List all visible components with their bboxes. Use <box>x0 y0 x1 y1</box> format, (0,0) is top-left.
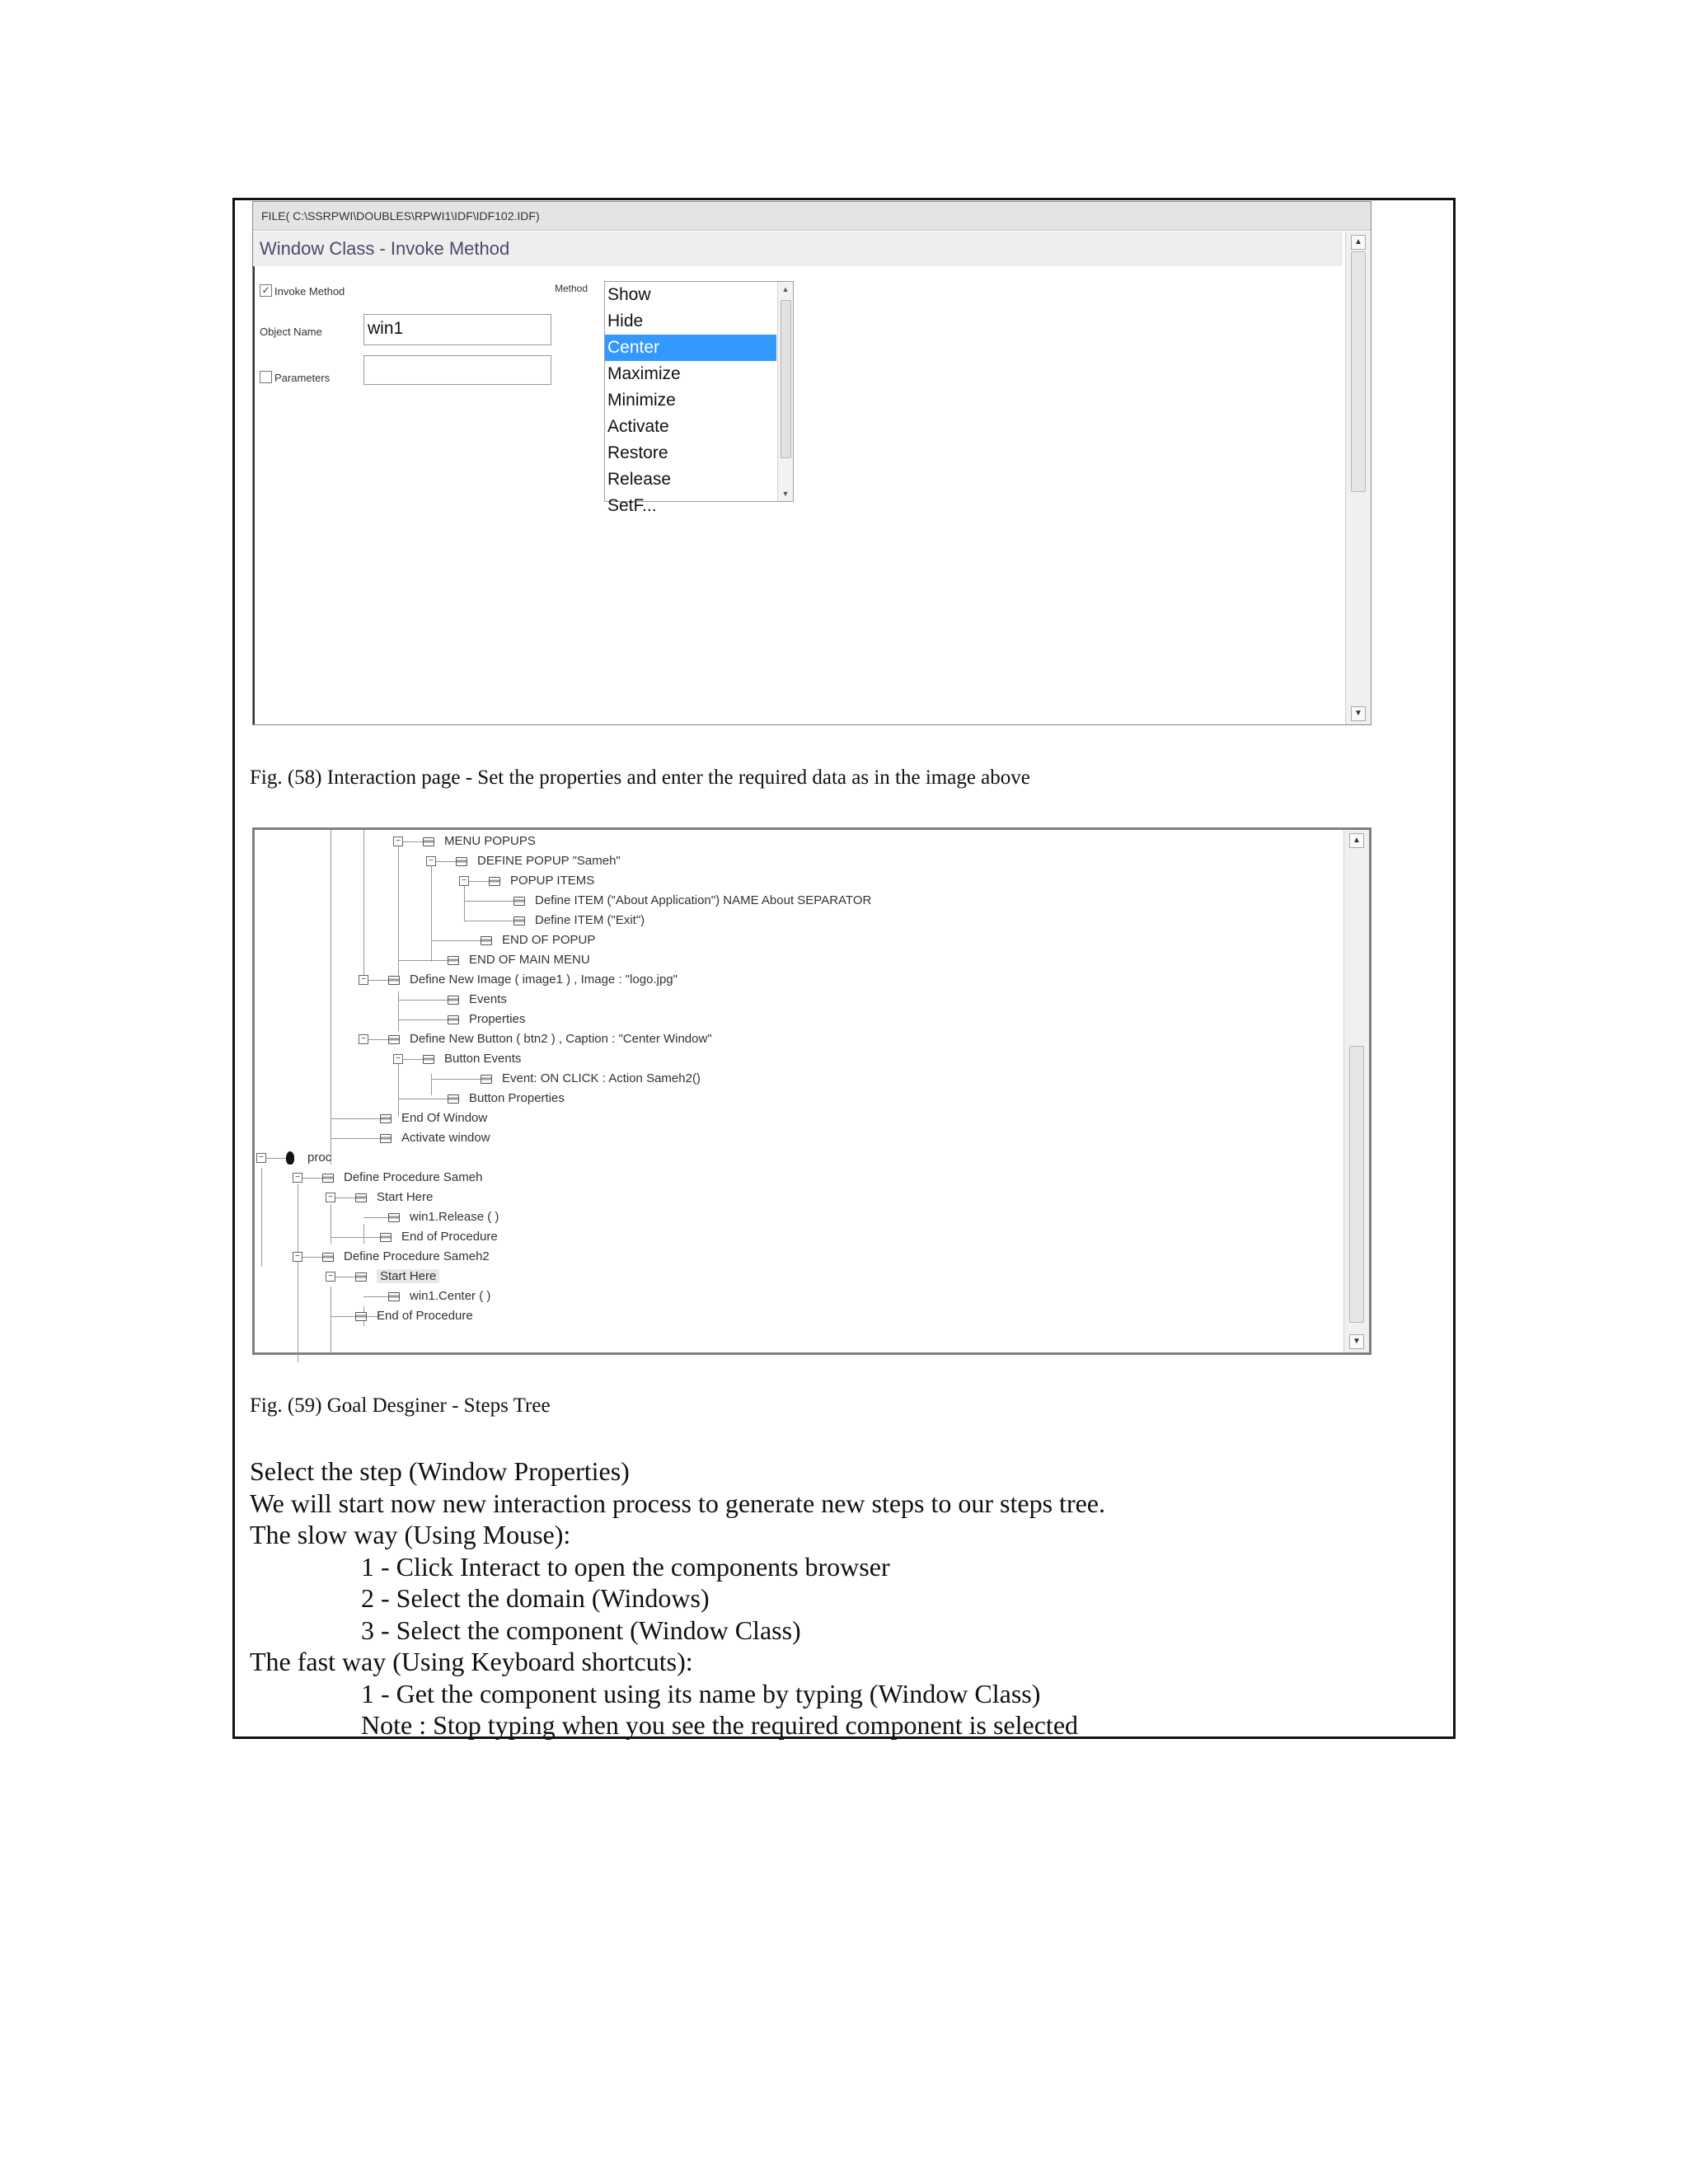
list-scroll-down-icon[interactable]: ▼ <box>781 490 790 498</box>
scroll-up-arrow-icon[interactable]: ▲ <box>1351 235 1366 250</box>
object-name-label: Object Name <box>260 326 322 338</box>
node-label: Event: ON CLICK : Action Sameh2() <box>502 1071 701 1085</box>
step-icon <box>481 936 492 945</box>
list-scroll-up-icon[interactable]: ▲ <box>781 285 790 293</box>
file-path-bar: FILE( C:\SSRPWI\DOUBLES\RPWI1\IDF\IDF102.IDF) <box>253 202 1371 231</box>
step-icon <box>322 1253 334 1262</box>
tree-node[interactable] <box>481 932 595 949</box>
method-item-maximize[interactable]: Maximize <box>607 364 681 383</box>
instruction-step: 3 - Select the component (Window Class) <box>361 1615 801 1645</box>
tree-connector <box>363 830 364 978</box>
step-icon <box>388 1035 400 1044</box>
tree-node[interactable] <box>388 1209 499 1226</box>
object-name-input[interactable]: win1 <box>363 314 551 345</box>
node-label: MENU POPUPS <box>444 834 536 848</box>
tree-node[interactable] <box>423 1051 521 1067</box>
instruction-step: 1 - Get the component using its name by typing (Window Class) <box>361 1678 1041 1708</box>
tree-connector <box>363 1296 388 1297</box>
node-label: Define New Button ( btn2 ) , Caption : "Center Window" <box>410 1032 712 1046</box>
steps-tree-panel <box>252 827 1372 1355</box>
parameters-checkbox[interactable] <box>260 371 272 383</box>
panel-left-border <box>253 266 255 724</box>
step-icon <box>355 1312 367 1321</box>
node-label: proc <box>307 1151 332 1165</box>
tree-node[interactable] <box>322 1169 482 1186</box>
method-item-minimize[interactable]: Minimize <box>607 391 676 410</box>
tree-node-selected[interactable] <box>355 1268 439 1285</box>
scroll-down-arrow-icon[interactable]: ▼ <box>1351 706 1366 721</box>
scroll-thumb[interactable] <box>1351 251 1366 492</box>
tree-node[interactable] <box>513 912 645 929</box>
node-label: Define Procedure Sameh <box>344 1170 483 1184</box>
method-label: Method <box>555 283 588 294</box>
panel-title: Window Class - Invoke Method <box>253 232 1343 266</box>
tree-node[interactable] <box>448 952 590 968</box>
parameters-label: Parameters <box>274 372 331 384</box>
tree-node[interactable] <box>355 1308 473 1324</box>
tree-node[interactable] <box>481 1071 701 1087</box>
instruction-line: The slow way (Using Mouse): <box>250 1520 571 1549</box>
tree-node[interactable] <box>448 991 507 1008</box>
step-icon <box>489 877 500 886</box>
node-label: Properties <box>469 1012 526 1026</box>
node-label: END OF MAIN MENU <box>469 953 590 967</box>
step-icon <box>355 1193 367 1202</box>
method-item-setfocus[interactable]: SetF... <box>607 496 657 515</box>
instruction-note: Note : Stop typing when you see the required component is selected <box>361 1710 1079 1740</box>
tree-collapse-icon[interactable]: − <box>393 1054 403 1064</box>
node-label: END OF POPUP <box>502 933 596 947</box>
tree-connector <box>398 960 448 961</box>
node-label: End of Procedure <box>401 1230 498 1244</box>
tree-collapse-icon[interactable]: − <box>359 975 368 985</box>
step-icon <box>448 956 459 965</box>
step-icon <box>423 1055 434 1064</box>
tree-collapse-icon[interactable]: − <box>256 1153 266 1163</box>
panel-scrollbar[interactable] <box>1345 232 1371 724</box>
tree-connector <box>431 940 481 941</box>
tree-node[interactable] <box>388 972 678 988</box>
node-label: POPUP ITEMS <box>510 874 595 888</box>
node-label: Define Procedure Sameh2 <box>344 1249 490 1263</box>
instruction-step: 1 - Click Interact to open the components browser <box>361 1551 890 1582</box>
method-item-show[interactable]: Show <box>607 285 651 304</box>
instruction-line: We will start now new interaction process to generate new steps to our steps tree. <box>250 1488 1105 1518</box>
node-label: Events <box>469 992 507 1006</box>
tree-node[interactable] <box>355 1189 433 1206</box>
method-item-center[interactable]: Center <box>605 335 776 361</box>
instruction-line: The fast way (Using Keyboard shortcuts): <box>250 1647 693 1676</box>
tree-node[interactable] <box>448 1090 565 1107</box>
tree-connector <box>261 1168 262 1267</box>
tree-node[interactable] <box>322 1249 490 1265</box>
tree-connector <box>363 1224 364 1244</box>
tree-collapse-icon[interactable]: − <box>459 876 469 886</box>
instruction-step: 2 - Select the domain (Windows) <box>361 1583 710 1613</box>
tree-node[interactable] <box>380 1130 490 1146</box>
node-label: Activate window <box>401 1131 490 1145</box>
tree-collapse-icon[interactable]: − <box>326 1193 335 1202</box>
tree-connector <box>398 991 399 1031</box>
step-icon <box>448 1015 459 1024</box>
step-icon <box>513 897 525 906</box>
tree-node[interactable] <box>513 893 871 909</box>
invoke-method-checkbox[interactable]: ✓ <box>260 284 272 297</box>
invoke-method-label: Invoke Method <box>274 285 345 298</box>
step-icon <box>380 1114 392 1123</box>
tree-connector <box>331 1138 380 1139</box>
tree-scroll-thumb[interactable] <box>1349 1046 1364 1323</box>
node-label: Define ITEM ("Exit") <box>535 913 645 927</box>
tree-connector <box>431 1079 481 1080</box>
step-icon <box>322 1174 334 1183</box>
tree-collapse-icon[interactable]: − <box>293 1252 302 1262</box>
step-icon <box>423 837 434 846</box>
tree-collapse-icon[interactable]: − <box>326 1272 335 1282</box>
step-icon <box>380 1233 392 1242</box>
tree-collapse-icon[interactable]: − <box>393 837 403 846</box>
step-icon <box>448 1094 459 1104</box>
tree-node[interactable] <box>380 1229 498 1245</box>
method-item-hide[interactable]: Hide <box>607 312 644 330</box>
step-icon <box>355 1272 367 1282</box>
invoke-method-panel <box>252 201 1372 725</box>
step-icon <box>456 857 467 866</box>
node-label: Define New Image ( image1 ) , Image : "logo.jpg" <box>410 972 678 987</box>
tree-connector <box>431 1074 432 1095</box>
tree-node[interactable] <box>448 1011 525 1028</box>
figure-58-caption: Fig. (58) Interaction page - Set the properties and enter the required data as in the image above <box>250 766 1030 789</box>
step-icon <box>481 1075 492 1084</box>
tree-connector <box>431 863 432 962</box>
tree-node[interactable] <box>388 1288 490 1305</box>
tree-node[interactable] <box>380 1110 487 1127</box>
node-label: End of Procedure <box>377 1309 473 1323</box>
method-item-activate[interactable]: Activate <box>607 417 669 436</box>
step-icon <box>388 976 400 985</box>
tree-connector <box>464 901 513 902</box>
tree-collapse-icon[interactable]: − <box>426 856 436 866</box>
step-icon <box>448 996 459 1005</box>
node-label: Start Here <box>377 1269 439 1283</box>
node-label: Define ITEM ("About Application") NAME About SEPARATOR <box>535 893 872 907</box>
tree-connector <box>363 1217 388 1218</box>
parameters-input[interactable] <box>363 355 551 385</box>
figure-59-caption: Fig. (59) Goal Desginer - Steps Tree <box>250 1394 551 1417</box>
tree-scrollbar[interactable] <box>1343 830 1369 1352</box>
node-label: Start Here <box>377 1190 434 1204</box>
instructions-text <box>250 1455 1437 1741</box>
instruction-line: Select the step (Window Properties) <box>250 1456 630 1486</box>
tree-connector <box>331 1237 380 1238</box>
tree-node[interactable] <box>286 1150 331 1166</box>
node-label: win1.Center ( ) <box>410 1289 491 1303</box>
tree-node[interactable] <box>388 1031 712 1047</box>
list-scroll-thumb[interactable] <box>781 300 791 458</box>
node-label: End Of Window <box>401 1111 488 1125</box>
node-label: Button Properties <box>469 1091 565 1105</box>
step-icon <box>513 916 525 926</box>
tree-connector <box>398 1000 448 1001</box>
tree-node[interactable] <box>489 873 594 889</box>
step-icon <box>380 1134 392 1143</box>
step-icon <box>388 1292 400 1301</box>
method-item-restore[interactable]: Restore <box>607 443 668 462</box>
node-label: DEFINE POPUP "Sameh" <box>477 854 621 868</box>
method-listbox[interactable] <box>604 281 794 515</box>
method-list-scrollbar[interactable] <box>777 282 793 501</box>
node-label: win1.Release ( ) <box>410 1210 499 1224</box>
tree-connector <box>398 841 399 978</box>
tree-node[interactable] <box>423 833 536 850</box>
tree-node[interactable] <box>456 853 621 869</box>
tree-collapse-icon[interactable]: − <box>359 1034 368 1044</box>
tree-connector <box>331 1118 380 1119</box>
tree-scroll-down-icon[interactable]: ▼ <box>1349 1334 1364 1349</box>
tree-scroll-up-icon[interactable]: ▲ <box>1349 833 1364 848</box>
tree-collapse-icon[interactable]: − <box>293 1173 302 1183</box>
tree-connector <box>464 883 465 921</box>
step-icon <box>388 1213 400 1222</box>
tree-connector <box>398 1019 448 1020</box>
node-label: Button Events <box>444 1052 522 1066</box>
procedure-icon <box>286 1151 294 1165</box>
method-item-release[interactable]: Release <box>607 470 672 489</box>
